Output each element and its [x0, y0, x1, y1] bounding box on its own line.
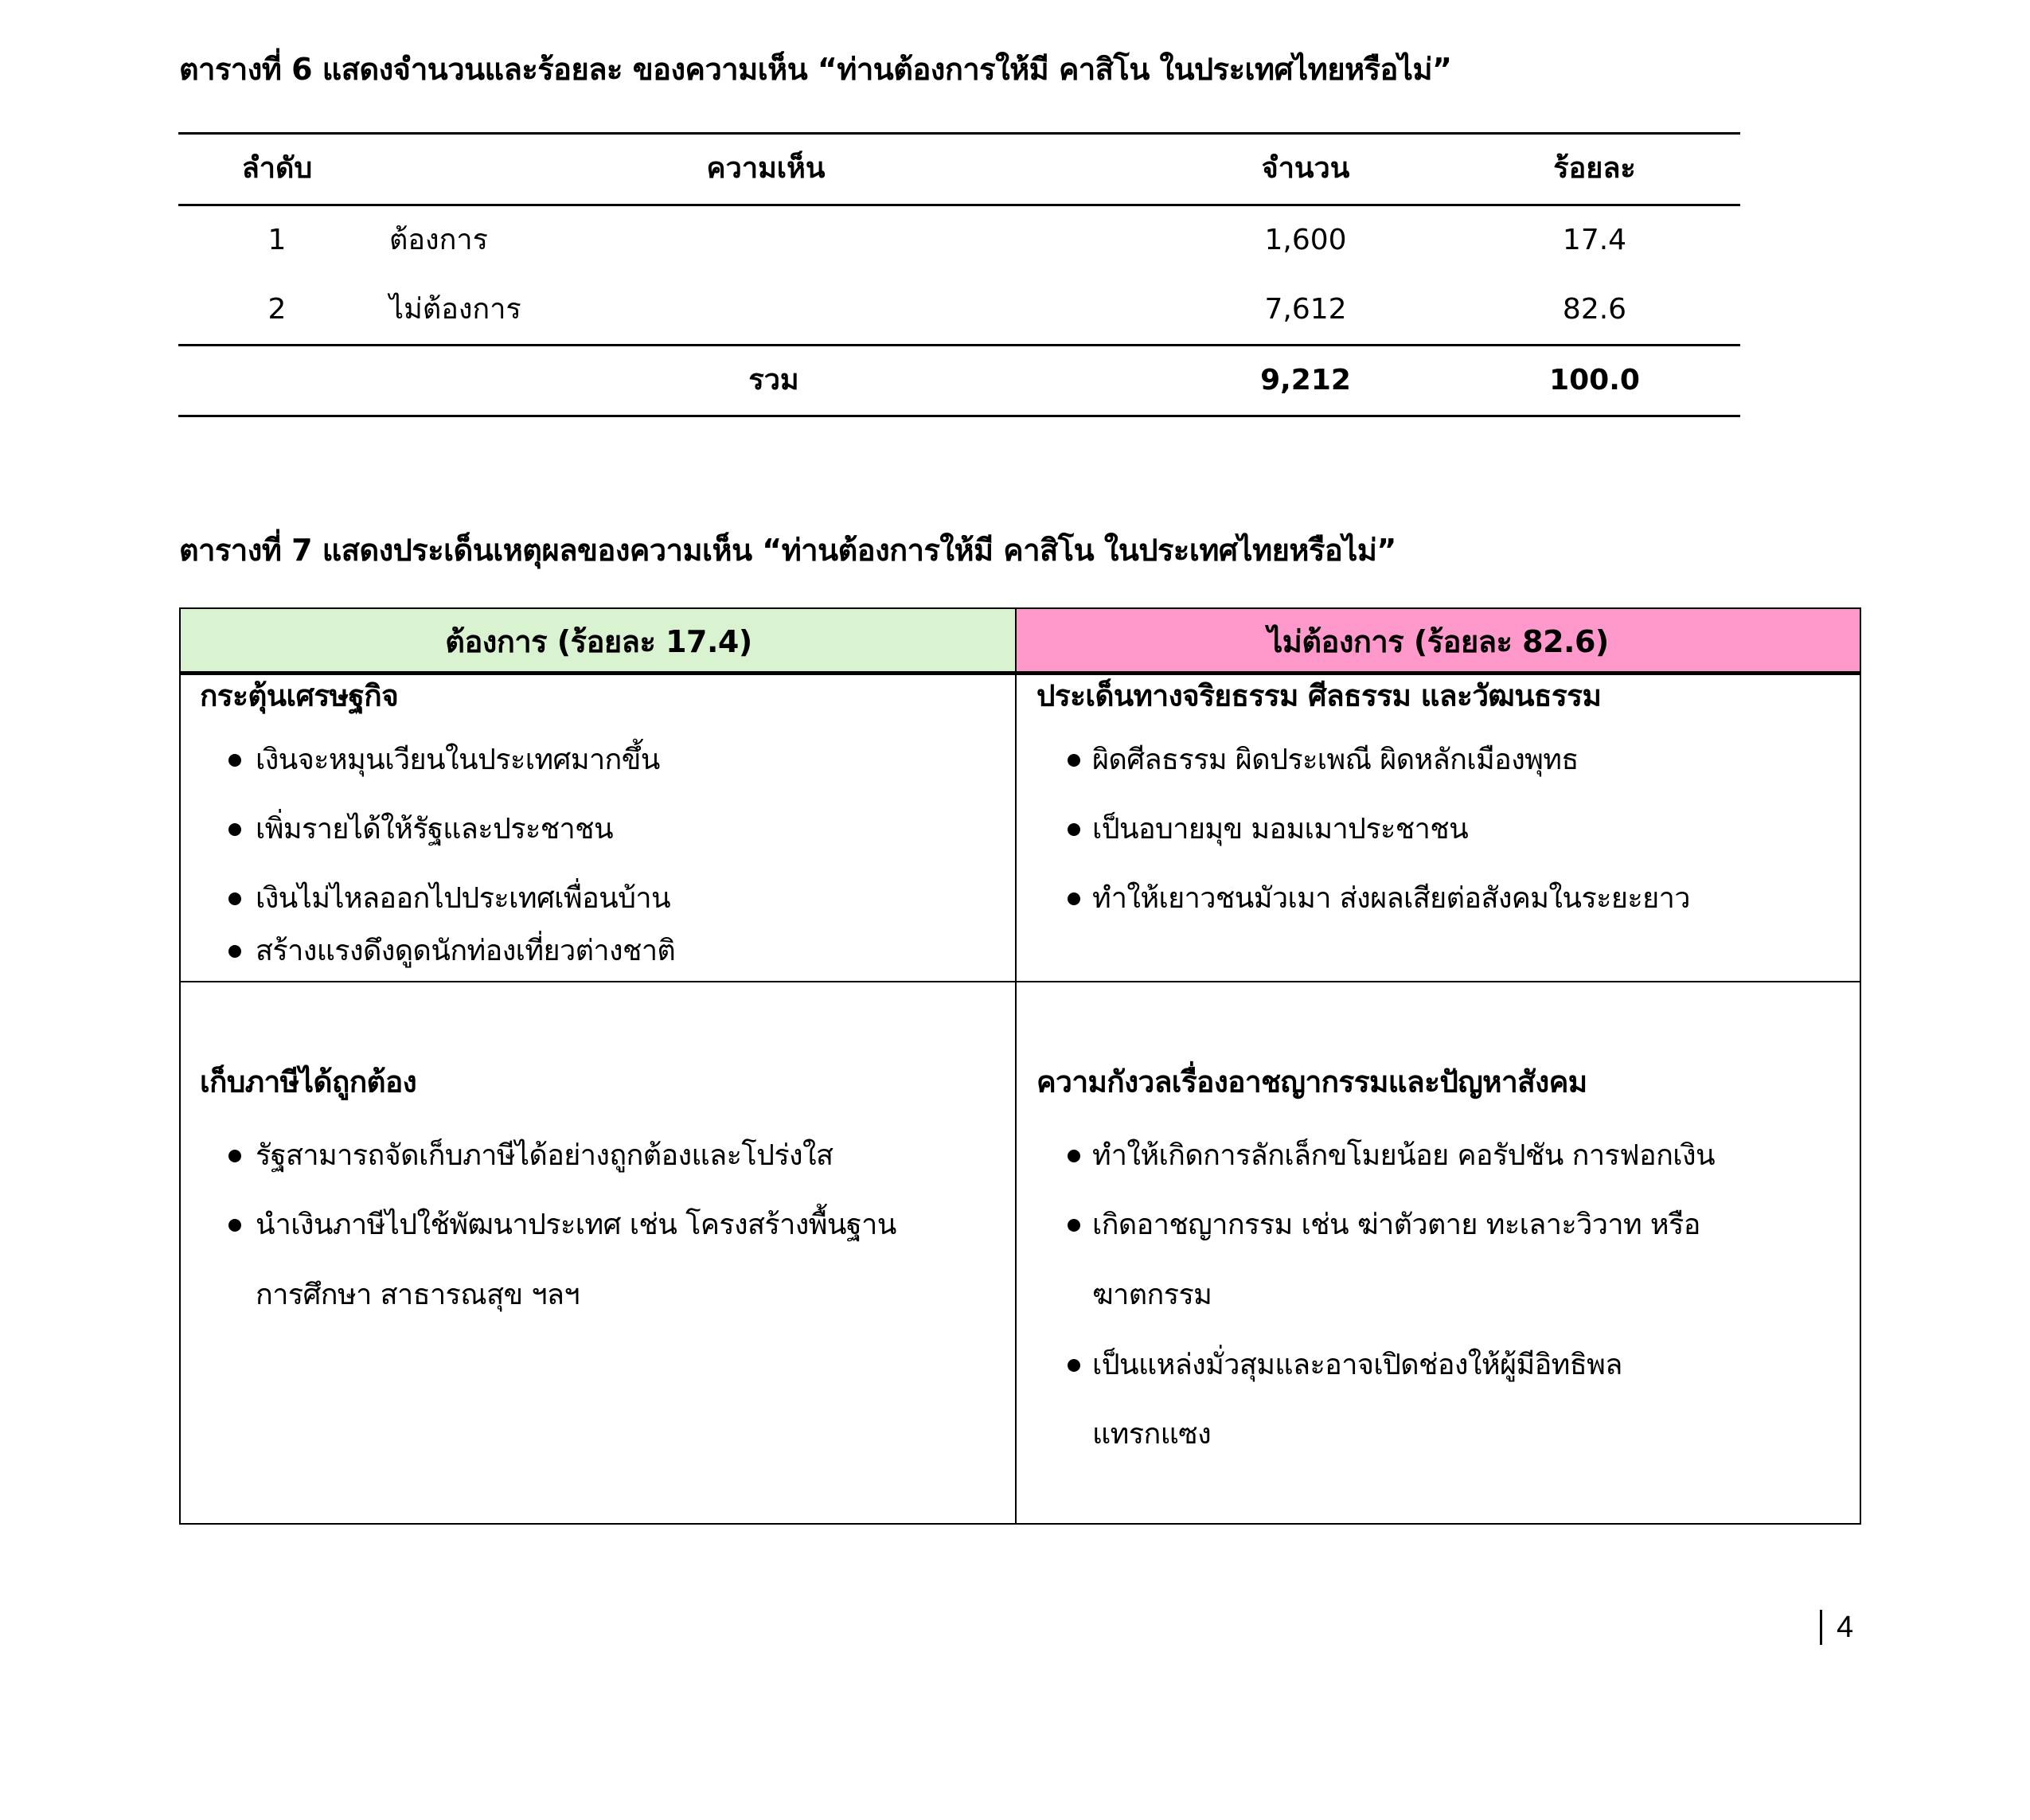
- row-order: 2: [267, 293, 287, 326]
- bullet-icon: [228, 823, 241, 836]
- total-count: 9,212: [1260, 364, 1351, 396]
- row-count: 1,600: [1264, 224, 1347, 256]
- section-heading: เก็บภาษีได้ถูกต้อง: [200, 1064, 417, 1099]
- header-not-want-label: ไม่ต้องการ (ร้อยละ 82.6): [1267, 623, 1609, 659]
- section-heading: กระตุ้นเศรษฐกิจ: [200, 678, 399, 713]
- page-number-value: 4: [1837, 1610, 1854, 1644]
- bullet-icon: [1068, 1219, 1080, 1232]
- row-percent: 17.4: [1562, 224, 1627, 256]
- bullet-icon: [1068, 754, 1080, 767]
- table6-top-rule: [178, 132, 1740, 135]
- table6-total-rule: [178, 344, 1740, 346]
- bullet-text-continued: ฆาตกรรม: [1092, 1279, 1212, 1311]
- bullet-text: ทำให้เกิดการลักเล็กขโมยน้อย คอรัปชัน การฟอกเงิน: [1092, 1139, 1715, 1172]
- bullet-icon: [228, 945, 241, 958]
- bullet-text: เงินจะหมุนเวียนในประเทศมากขึ้น: [256, 744, 660, 776]
- bullet-icon: [228, 1150, 241, 1162]
- bullet-text-continued: แทรกแซง: [1092, 1418, 1212, 1451]
- table6-title: ตารางที่ 6 แสดงจำนวนและร้อยละ ของความเห็น “ท่านต้องการให้มี คาสิโน ในประเทศไทยหรือไม่”: [179, 52, 1452, 87]
- bullet-text: สร้างแรงดึงดูดนักท่องเที่ยวต่างชาติ: [256, 935, 676, 967]
- bullet-text: เกิดอาชญากรรม เช่น ฆ่าตัวตาย ทะเลาะวิวาท หรือ: [1092, 1209, 1700, 1241]
- page-number: [1820, 1610, 1853, 1645]
- header-percent: ร้อยละ: [1553, 152, 1636, 185]
- bullet-text: เป็นอบายมุข มอมเมาประชาชน: [1092, 813, 1469, 846]
- header-opinion: ความเห็น: [706, 152, 826, 185]
- row-divider: [181, 981, 1860, 982]
- row-opinion: ไม่ต้องการ: [389, 293, 521, 326]
- bullet-icon: [1068, 823, 1080, 836]
- bullet-text: รัฐสามารถจัดเก็บภาษีได้อย่างถูกต้องและโปร่งใส: [256, 1139, 833, 1172]
- header-count: จำนวน: [1261, 152, 1350, 185]
- row-order: 1: [267, 224, 287, 256]
- bullet-text: ทำให้เยาวชนมัวเมา ส่งผลเสียต่อสังคมในระยะยาว: [1092, 882, 1690, 915]
- header-order: ลำดับ: [241, 152, 313, 185]
- bullet-text: นำเงินภาษีไปใช้พัฒนาประเทศ เช่น โครงสร้างพื้นฐาน: [256, 1209, 896, 1241]
- row-opinion: ต้องการ: [389, 224, 488, 256]
- bullet-icon: [228, 754, 241, 767]
- bullet-text: เป็นแหล่งมั่วสุมและอาจเปิดช่องให้ผู้มีอิทธิพล: [1092, 1349, 1622, 1381]
- bullet-icon: [228, 892, 241, 905]
- bullet-text-continued: การศึกษา สาธารณสุข ฯลฯ: [256, 1279, 580, 1311]
- table7-title: ตารางที่ 7 แสดงประเด็นเหตุผลของความเห็น “ท่านต้องการให้มี คาสิโน ในประเทศไทยหรือไม่”: [179, 533, 1396, 568]
- header-want: [181, 609, 1017, 673]
- table6-header-rule: [178, 204, 1740, 206]
- table7: [179, 607, 1861, 1525]
- bullet-icon: [228, 1219, 241, 1232]
- header-not-want: [1017, 609, 1860, 673]
- bullet-icon: [1068, 892, 1080, 905]
- table6-bottom-rule: [178, 415, 1740, 417]
- bullet-text: เงินไม่ไหลออกไปประเทศเพื่อนบ้าน: [256, 882, 670, 915]
- row-count: 7,612: [1264, 293, 1347, 326]
- page-number-separator: [1820, 1610, 1822, 1645]
- section-heading: ความกังวลเรื่องอาชญากรรมและปัญหาสังคม: [1036, 1064, 1587, 1099]
- column-divider: [1015, 609, 1017, 1523]
- bullet-text: ผิดศีลธรรม ผิดประเพณี ผิดหลักเมืองพุทธ: [1092, 744, 1579, 776]
- bullet-icon: [1068, 1359, 1080, 1372]
- total-label: รวม: [748, 364, 799, 396]
- row-percent: 82.6: [1562, 293, 1627, 326]
- header-divider: [181, 671, 1860, 675]
- bullet-icon: [1068, 1150, 1080, 1162]
- section-heading: ประเด็นทางจริยธรรม ศีลธรรม และวัฒนธรรม: [1036, 678, 1602, 713]
- total-percent: 100.0: [1549, 364, 1640, 396]
- header-want-label: ต้องการ (ร้อยละ 17.4): [445, 623, 752, 659]
- bullet-text: เพิ่มรายได้ให้รัฐและประชาชน: [256, 813, 614, 846]
